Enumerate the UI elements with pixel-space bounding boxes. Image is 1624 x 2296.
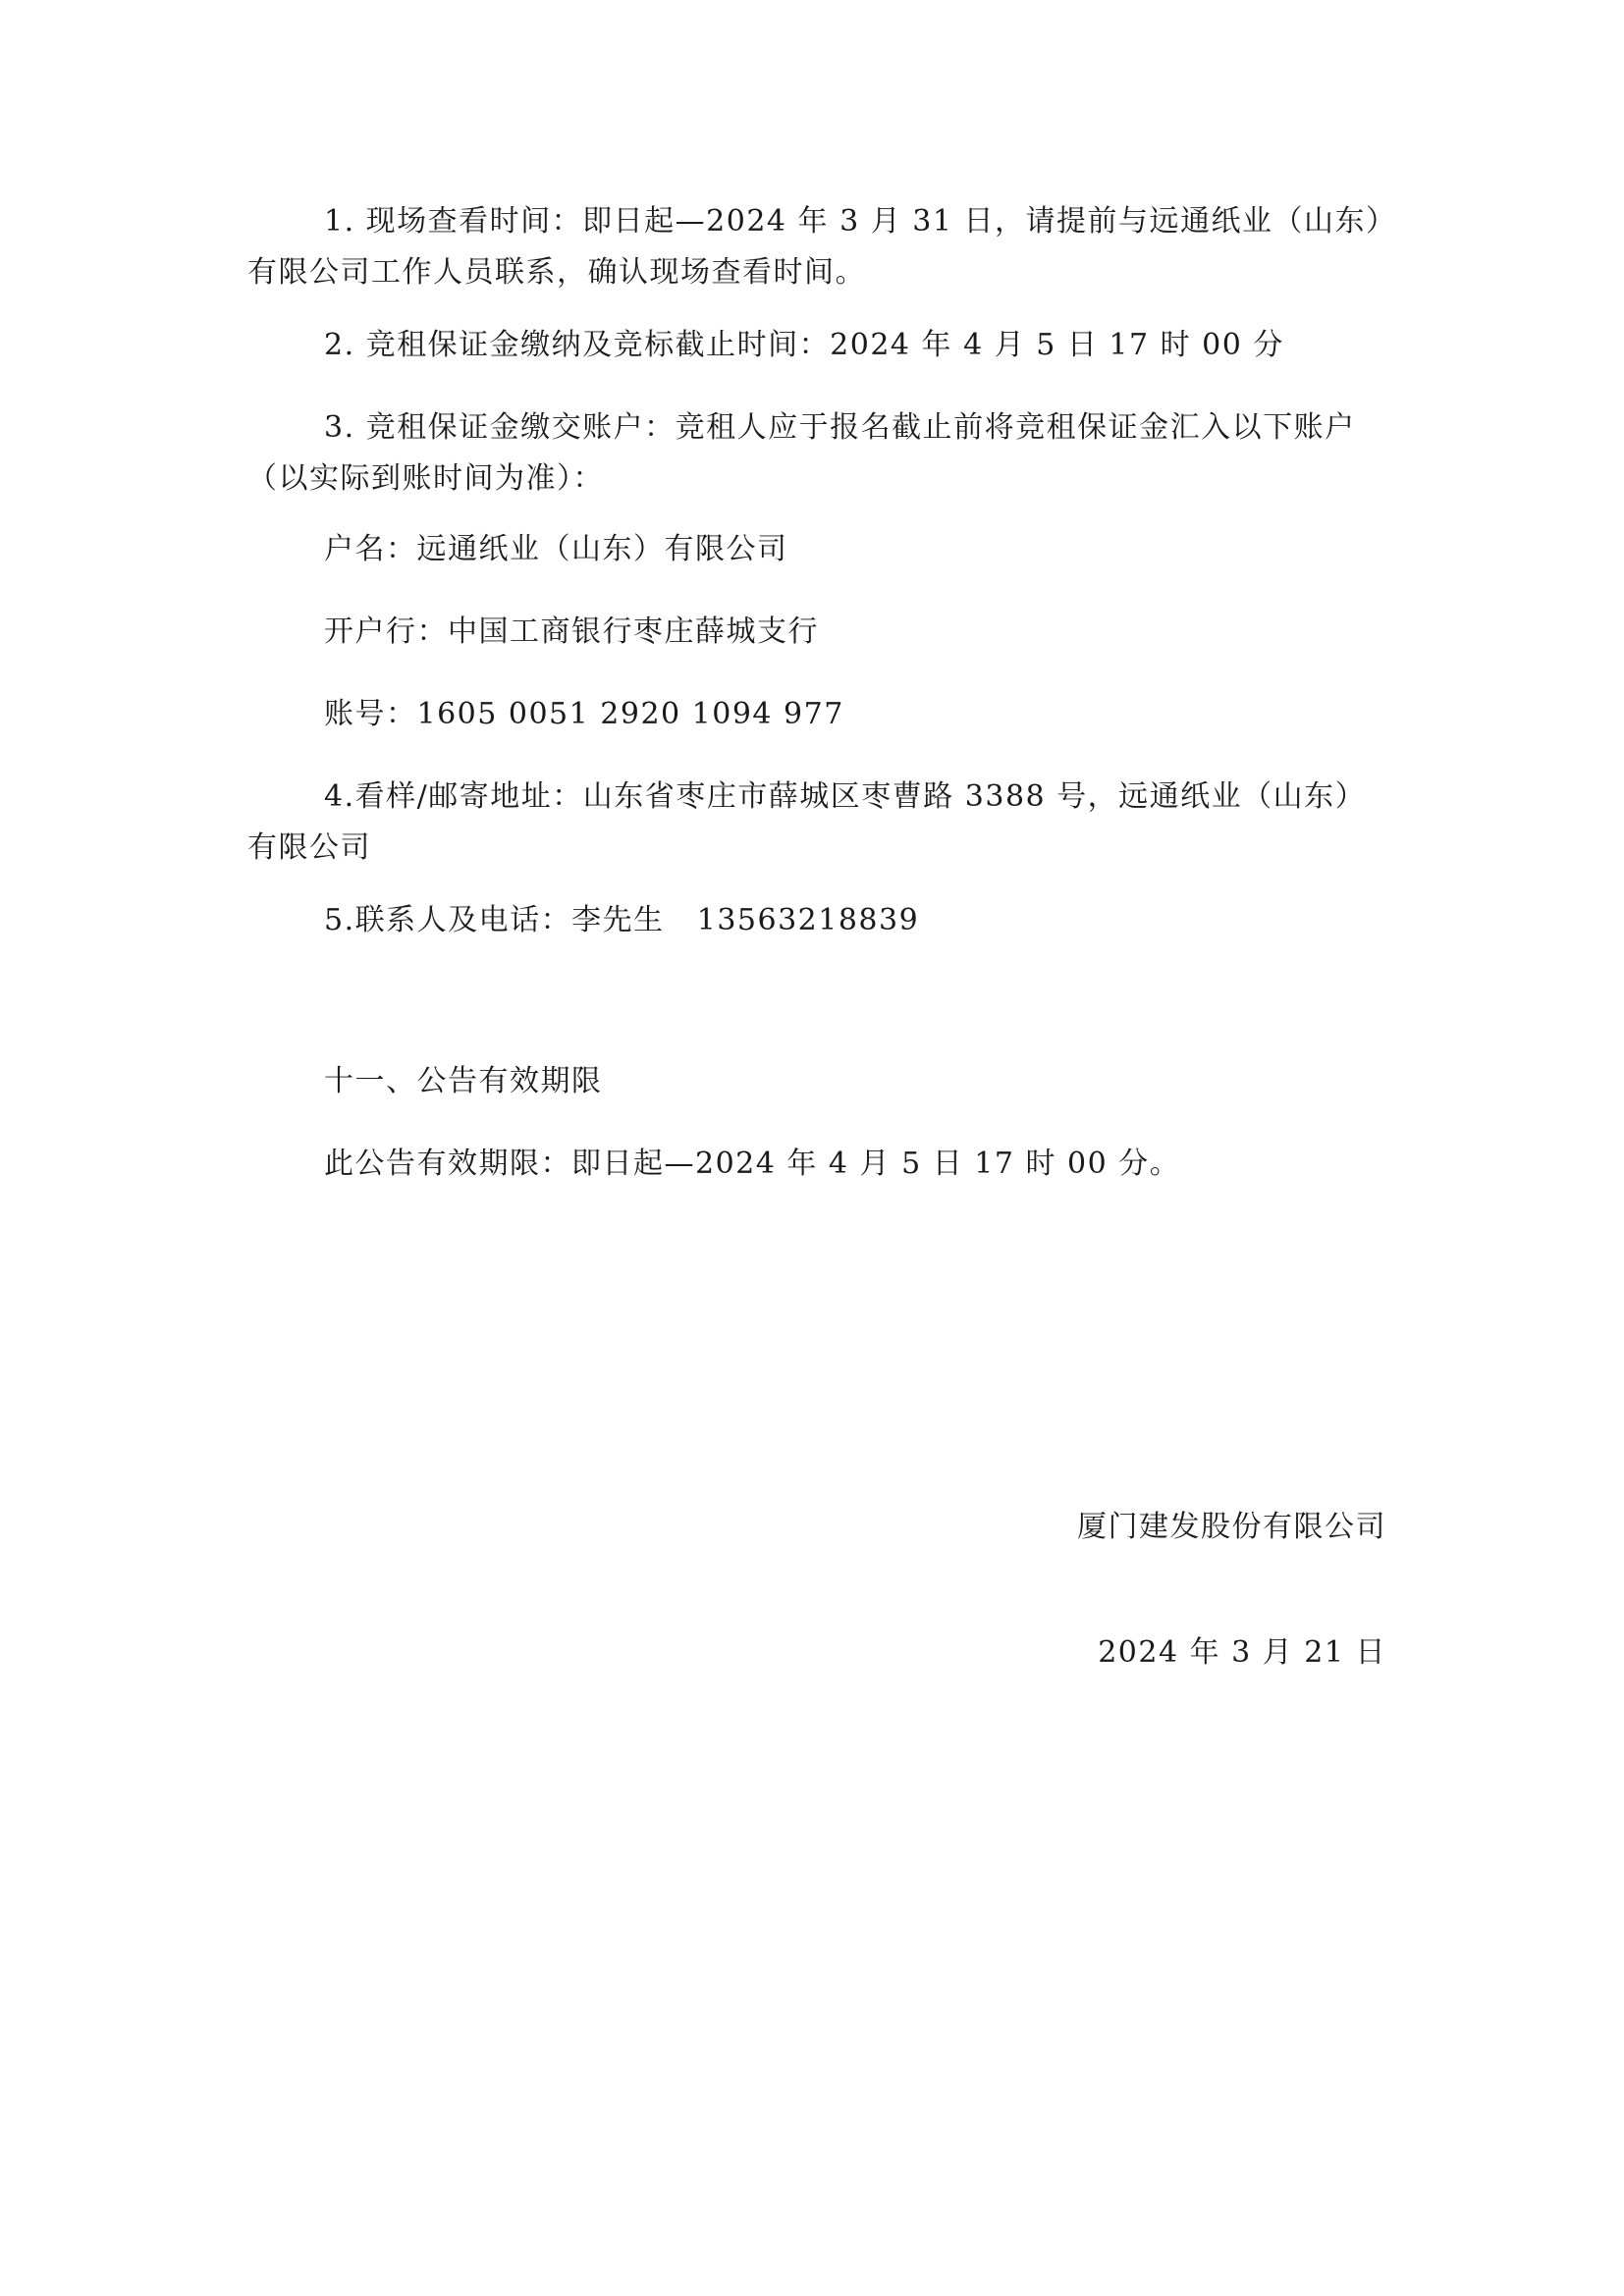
signature-date: 2024 年 3 月 21 日: [1098, 1635, 1386, 1670]
item-deposit-account: 3. 竞租保证金缴交账户：竞租人应于报名截止前将竞租保证金汇入以下账户（以实际到账时间为准）：: [247, 410, 1356, 496]
item-address: 4.看样/邮寄地址：山东省枣庄市薛城区枣曹路 3388 号，远通纸业（山东）有限公司: [247, 779, 1367, 865]
signature-company: 厦门建发股份有限公司: [1077, 1510, 1386, 1544]
item-contact: 5.联系人及电话：李先生 13563218839: [324, 903, 920, 937]
bank-name: 开户行：中国工商银行枣庄薛城支行: [324, 614, 819, 649]
item-site-visit-time: 1. 现场查看时间：即日起—2024 年 3 月 31 日，请提前与远通纸业（山东）有限公司工作人员联系，确认现场查看时间。: [247, 204, 1382, 290]
item-deposit-deadline: 2. 竞租保证金缴纳及竞标截止时间：2024 年 4 月 5 日 17 时 00 分: [324, 328, 1284, 362]
account-name: 户名：远通纸业（山东）有限公司: [324, 532, 788, 566]
section-heading: 十一、公告有效期限: [324, 1064, 603, 1098]
account-number: 账号：1605 0051 2920 1094 977: [324, 697, 844, 731]
validity-period: 此公告有效期限：即日起—2024 年 4 月 5 日 17 时 00 分。: [324, 1147, 1181, 1181]
